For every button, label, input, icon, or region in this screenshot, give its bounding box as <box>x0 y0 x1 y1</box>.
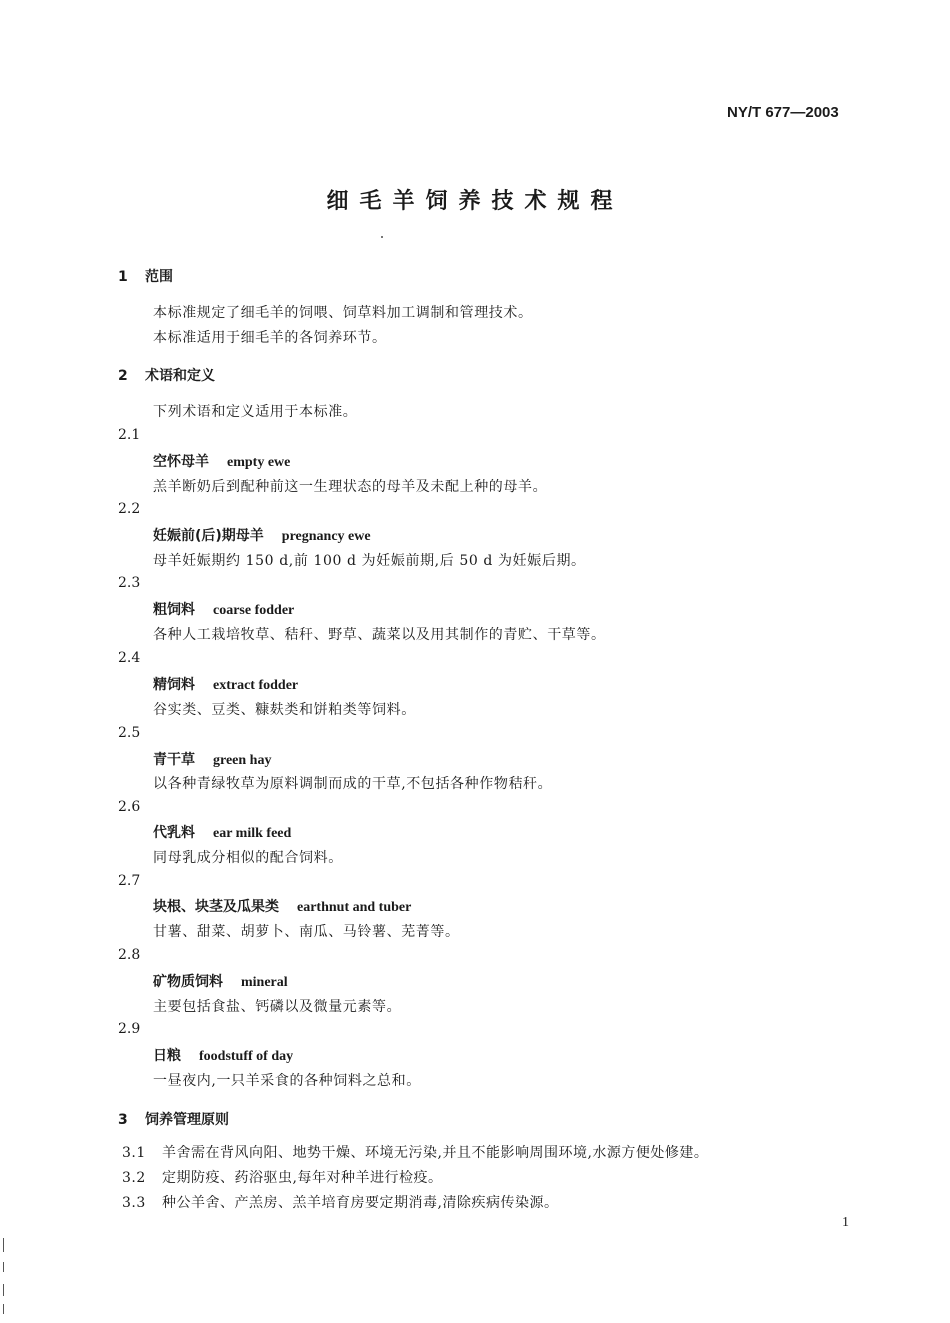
term-heading <box>153 971 288 991</box>
term-heading <box>153 451 290 471</box>
term-number: 2.5 <box>118 725 141 741</box>
term-english: pregnancy ewe <box>281 529 371 544</box>
clause-number: 3.3 <box>122 1195 146 1211</box>
term-number: 2.8 <box>118 947 141 963</box>
term-heading <box>153 599 294 619</box>
term-number: 2.1 <box>118 427 141 443</box>
term-heading <box>153 749 271 769</box>
section-title: 范围 <box>145 269 173 285</box>
term-english: foodstuff of day <box>199 1049 294 1064</box>
term-definition: 同母乳成分相似的配合饲料。 <box>153 850 343 866</box>
term-heading <box>153 896 411 916</box>
term-heading <box>153 525 371 545</box>
term-english: green hay <box>213 753 272 768</box>
section-number: 3 <box>118 1112 128 1128</box>
clause-text: 种公羊舍、产羔房、羔羊培育房要定期消毒,清除疾病传染源。 <box>162 1195 559 1211</box>
document-title: 细毛羊饲养技术规程 <box>326 189 624 214</box>
term-definition: 主要包括食盐、钙磷以及微量元素等。 <box>153 999 402 1015</box>
term-chinese: 代乳料 <box>153 825 195 841</box>
term-chinese: 矿物质饲料 <box>153 974 223 990</box>
term-chinese: 粗饲料 <box>153 602 195 618</box>
term-definition: 谷实类、豆类、糠麸类和饼粕类等饲料。 <box>153 702 416 718</box>
term-chinese: 日粮 <box>153 1048 181 1064</box>
clause-text: 定期防疫、药浴驱虫,每年对种羊进行检疫。 <box>162 1170 443 1186</box>
clause-text: 羊舍需在背风向阳、地势干燥、环境无污染,并且不能影响周围环境,水源方便处修建。 <box>162 1145 709 1161</box>
term-heading <box>153 674 298 694</box>
term-english: extract fodder <box>213 678 299 693</box>
scan-speck <box>381 236 383 238</box>
paragraph: 本标准规定了细毛羊的饲喂、饲草料加工调制和管理技术。 <box>153 305 533 321</box>
section-number: 1 <box>118 269 128 285</box>
term-number: 2.3 <box>118 575 141 591</box>
section-3-heading <box>118 1109 229 1129</box>
binding-edge-mark <box>3 1304 4 1314</box>
section-1-heading <box>118 266 173 286</box>
section-number: 2 <box>118 368 128 384</box>
section-2-heading <box>118 365 215 385</box>
term-number: 2.7 <box>118 873 141 889</box>
term-chinese: 块根、块茎及瓜果类 <box>153 899 279 915</box>
term-number: 2.6 <box>118 799 141 815</box>
term-english: coarse fodder <box>213 603 295 618</box>
term-chinese: 青干草 <box>153 752 195 768</box>
paragraph: 本标准适用于细毛羊的各饲养环节。 <box>153 330 387 346</box>
binding-edge-mark <box>3 1238 4 1252</box>
binding-edge-mark <box>3 1262 4 1272</box>
term-number: 2.2 <box>118 501 141 517</box>
term-english: empty ewe <box>227 455 291 470</box>
term-number: 2.4 <box>118 650 141 666</box>
term-heading <box>153 822 291 842</box>
term-definition: 以各种青绿牧草为原料调制而成的干草,不包括各种作物秸秆。 <box>153 776 553 792</box>
term-chinese: 妊娠前(后)期母羊 <box>153 528 264 544</box>
term-number: 2.9 <box>118 1021 141 1037</box>
term-definition: 甘薯、甜菜、胡萝卜、南瓜、马铃薯、芜菁等。 <box>153 924 460 940</box>
term-definition: 一昼夜内,一只羊采食的各种饲料之总和。 <box>153 1073 421 1089</box>
term-definition: 羔羊断奶后到配种前这一生理状态的母羊及未配上种的母羊。 <box>153 479 548 495</box>
term-chinese: 空怀母羊 <box>153 454 209 470</box>
binding-edge-mark <box>3 1284 4 1296</box>
section-title: 饲养管理原则 <box>145 1112 229 1128</box>
term-english: mineral <box>241 975 288 990</box>
term-english: ear milk feed <box>213 826 292 841</box>
term-english: earthnut and tuber <box>297 900 412 915</box>
section-title: 术语和定义 <box>145 368 215 384</box>
clause-item <box>122 1192 558 1212</box>
standard-number: NY/T 677—2003 <box>727 104 839 121</box>
term-chinese: 精饲料 <box>153 677 195 693</box>
clause-number: 3.2 <box>122 1170 146 1186</box>
section-intro: 下列术语和定义适用于本标准。 <box>153 404 358 420</box>
clause-number: 3.1 <box>122 1145 146 1161</box>
term-definition: 母羊妊娠期约 150 d,前 100 d 为妊娠前期,后 50 d 为妊娠后期。 <box>153 553 586 569</box>
clause-item <box>122 1142 708 1162</box>
term-definition: 各种人工栽培牧草、秸秆、野草、蔬菜以及用其制作的青贮、干草等。 <box>153 627 606 643</box>
clause-item <box>122 1167 442 1187</box>
term-heading <box>153 1045 293 1065</box>
page-number: 1 <box>842 1215 849 1230</box>
